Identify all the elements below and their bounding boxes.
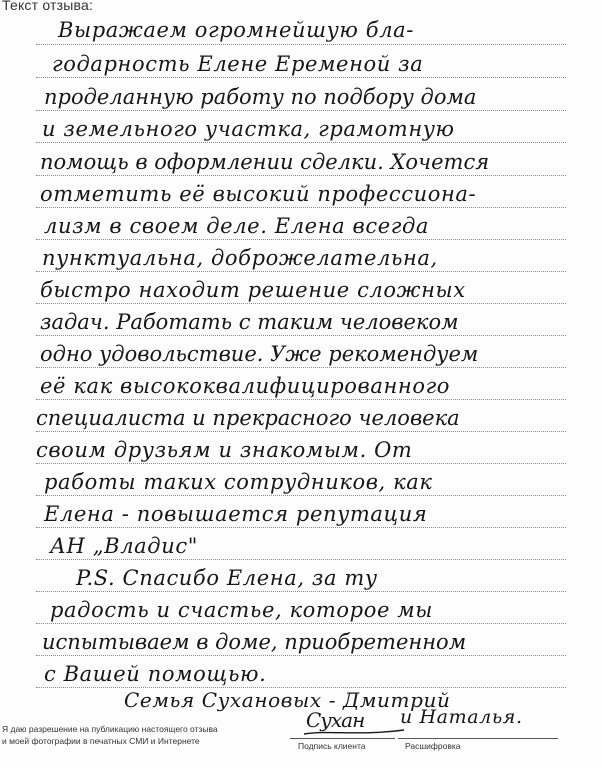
review-line: Выражаем огромнейшую бла- (58, 18, 414, 42)
ruled-line (36, 207, 566, 208)
review-line: радость и счастье, которое мы (50, 598, 433, 622)
review-line: P.S. Спасибо Елена, за ту (76, 566, 378, 590)
review-line: с Вашей помощью. (44, 662, 267, 686)
decoding-line (398, 738, 558, 739)
ruled-line (36, 367, 566, 368)
review-line: АН „Владис" (50, 534, 198, 558)
review-line: помощь в оформлении сделки. Хочется (40, 150, 490, 174)
ruled-line (36, 559, 566, 560)
ruled-line (36, 239, 566, 240)
ruled-line (36, 431, 566, 432)
ruled-line (36, 335, 566, 336)
ruled-line (36, 271, 566, 272)
ruled-line (36, 463, 566, 464)
review-line: и земельного участка, грамотную (42, 117, 455, 141)
review-line: задач. Работать с таким человеком (40, 310, 459, 334)
ruled-line (36, 175, 566, 176)
review-line: проделанную работу по подбору дома (44, 85, 477, 109)
review-line: быстро находит решение сложных (40, 278, 466, 302)
review-line: годарность Елене Еременой за (52, 52, 424, 76)
review-line: специалиста и прекрасного человека (36, 406, 460, 430)
review-line: своим друзьям и знакомым. От (36, 438, 413, 462)
review-line: отметить её высокий профессиона- (40, 182, 477, 206)
review-line: Семья Сухановых - Дмитрий (124, 688, 451, 712)
review-line: работы таких сотрудников, как (44, 470, 433, 494)
ruled-line (36, 44, 566, 45)
ruled-line (36, 495, 566, 496)
review-line: Елена - повышается репутация (44, 502, 428, 526)
ruled-line (36, 591, 566, 592)
decoding-label: Расшифровка (405, 741, 461, 751)
ruled-line (36, 303, 566, 304)
form-title: Текст отзыва: (2, 0, 94, 13)
review-line: испытываем в доме, приобретенном (42, 630, 467, 654)
ruled-line (36, 110, 566, 111)
consent-line: и моей фотографии в печатных СМИ и Интернете (2, 736, 200, 746)
consent-line: Я даю разрешение на публикацию настоящего отзыва (2, 724, 218, 734)
ruled-line (36, 655, 566, 656)
ruled-line (36, 142, 566, 143)
ruled-line (36, 527, 566, 528)
ruled-line (36, 399, 566, 400)
client-signature: Сухан (306, 708, 365, 732)
review-line: и Наталья. (400, 706, 523, 728)
review-line: её как высококвалифицированного (40, 374, 451, 398)
ruled-line (36, 623, 566, 624)
client-signature-label: Подпись клиента (298, 741, 366, 751)
review-line: одно удовольствие. Уже рекомендуем (40, 342, 479, 366)
client-signature-line (290, 738, 395, 739)
review-line: лизм в своем деле. Елена всегда (44, 214, 429, 238)
review-line: пунктуальна, доброжелательна, (42, 246, 438, 270)
ruled-line (36, 77, 566, 78)
publication-consent (2, 723, 218, 747)
signature-flourish (300, 700, 410, 740)
